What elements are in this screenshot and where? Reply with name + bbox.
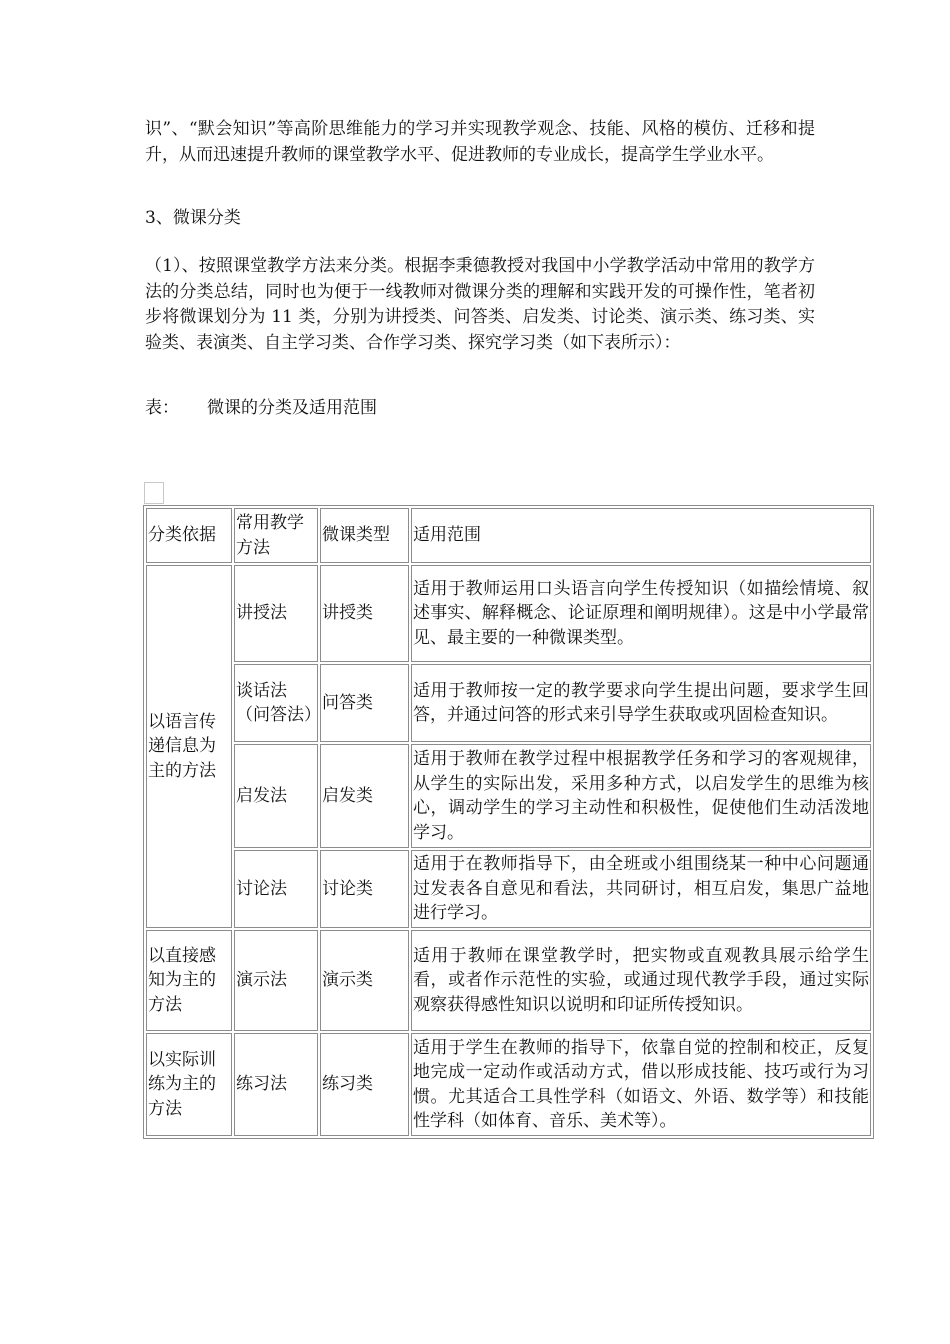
table-row xyxy=(146,930,871,1031)
method-cell: 谈话法（问答法） xyxy=(234,664,318,742)
table-caption xyxy=(145,396,815,422)
table-row xyxy=(146,664,871,742)
caption-label: 表： xyxy=(145,398,179,418)
scope-cell: 适用于教师按一定的教学要求向学生提出问题，要求学生回答，并通过问答的形式来引导学生获取或巩固检查知识。 xyxy=(411,664,871,742)
type-cell: 演示类 xyxy=(320,930,409,1031)
scope-cell: 适用于学生在教师的指导下，依靠自觉的控制和校正，反复地完成一定动作或活动方式，借以形成技能、技巧或行为习惯。尤其适合工具性学科（如语文、外语、数学等）和技能性学科（如体育、音乐、美术等）。 xyxy=(411,1033,871,1136)
scope-cell: 适用于教师在课堂教学时，把实物或直观教具展示给学生看，或者作示范性的实验，或通过现代教学手段，通过实际观察获得感性知识以说明和印证所传授知识。 xyxy=(411,930,871,1031)
table-row xyxy=(146,744,871,848)
type-cell: 启发类 xyxy=(320,744,409,848)
method-cell: 启发法 xyxy=(234,744,318,848)
table-header-row xyxy=(146,508,871,563)
table-row xyxy=(146,1033,871,1136)
type-cell: 讲授类 xyxy=(320,565,409,662)
type-cell: 问答类 xyxy=(320,664,409,742)
type-cell: 练习类 xyxy=(320,1033,409,1136)
classification-table xyxy=(143,505,874,1139)
basis-cell: 以实际训练为主的方法 xyxy=(146,1033,232,1136)
classification-paragraph: （1）、按照课堂教学方法来分类。根据李秉德教授对我国中小学教学活动中常用的教学方法的分类总结，同时也为便于一线教师对微课分类的理解和实践开发的可操作性，笔者初步将微课划分为 11 类，分别为讲授类、问答类、启发类、讨论类、演示类、练习类、实验类、表演类、自主学习类、合作学习类、探究学习类（如下表所示）： xyxy=(145,256,815,353)
table-row xyxy=(146,565,871,662)
caption-title: 微课的分类及适用范围 xyxy=(207,398,377,418)
scope-cell: 适用于教师运用口头语言向学生传授知识（如描绘情境、叙述事实、解释概念、论证原理和阐明规律）。这是中小学最常见、最主要的一种微课类型。 xyxy=(411,565,871,662)
intro-paragraph: 识”、“默会知识”等高阶思维能力的学习并实现教学观念、技能、风格的模仿、迁移和提升，从而迅速提升教师的课堂教学水平、促进教师的专业成长，提高学生学业水平。 xyxy=(145,119,815,165)
header-method: 常用教学方法 xyxy=(234,508,318,563)
scope-cell: 适用于教师在教学过程中根据教学任务和学习的客观规律，从学生的实际出发，采用多种方式，以启发学生的思维为核心，调动学生的学习主动性和积极性，促使他们生动活泼地学习。 xyxy=(411,744,871,848)
header-type: 微课类型 xyxy=(320,508,409,563)
basis-cell: 以语言传递信息为主的方法 xyxy=(146,565,232,928)
section-heading: 3、微课分类 xyxy=(145,208,241,228)
table-anchor-box xyxy=(144,482,164,504)
scope-cell: 适用于在教师指导下，由全班或小组围绕某一种中心问题通过发表各自意见和看法，共同研讨，相互启发，集思广益地进行学习。 xyxy=(411,850,871,928)
method-cell: 演示法 xyxy=(234,930,318,1031)
method-cell: 讲授法 xyxy=(234,565,318,662)
method-cell: 讨论法 xyxy=(234,850,318,928)
header-basis: 分类依据 xyxy=(146,508,232,563)
type-cell: 讨论类 xyxy=(320,850,409,928)
header-scope: 适用范围 xyxy=(411,508,871,563)
table-row xyxy=(146,850,871,928)
method-cell: 练习法 xyxy=(234,1033,318,1136)
basis-cell: 以直接感知为主的方法 xyxy=(146,930,232,1031)
